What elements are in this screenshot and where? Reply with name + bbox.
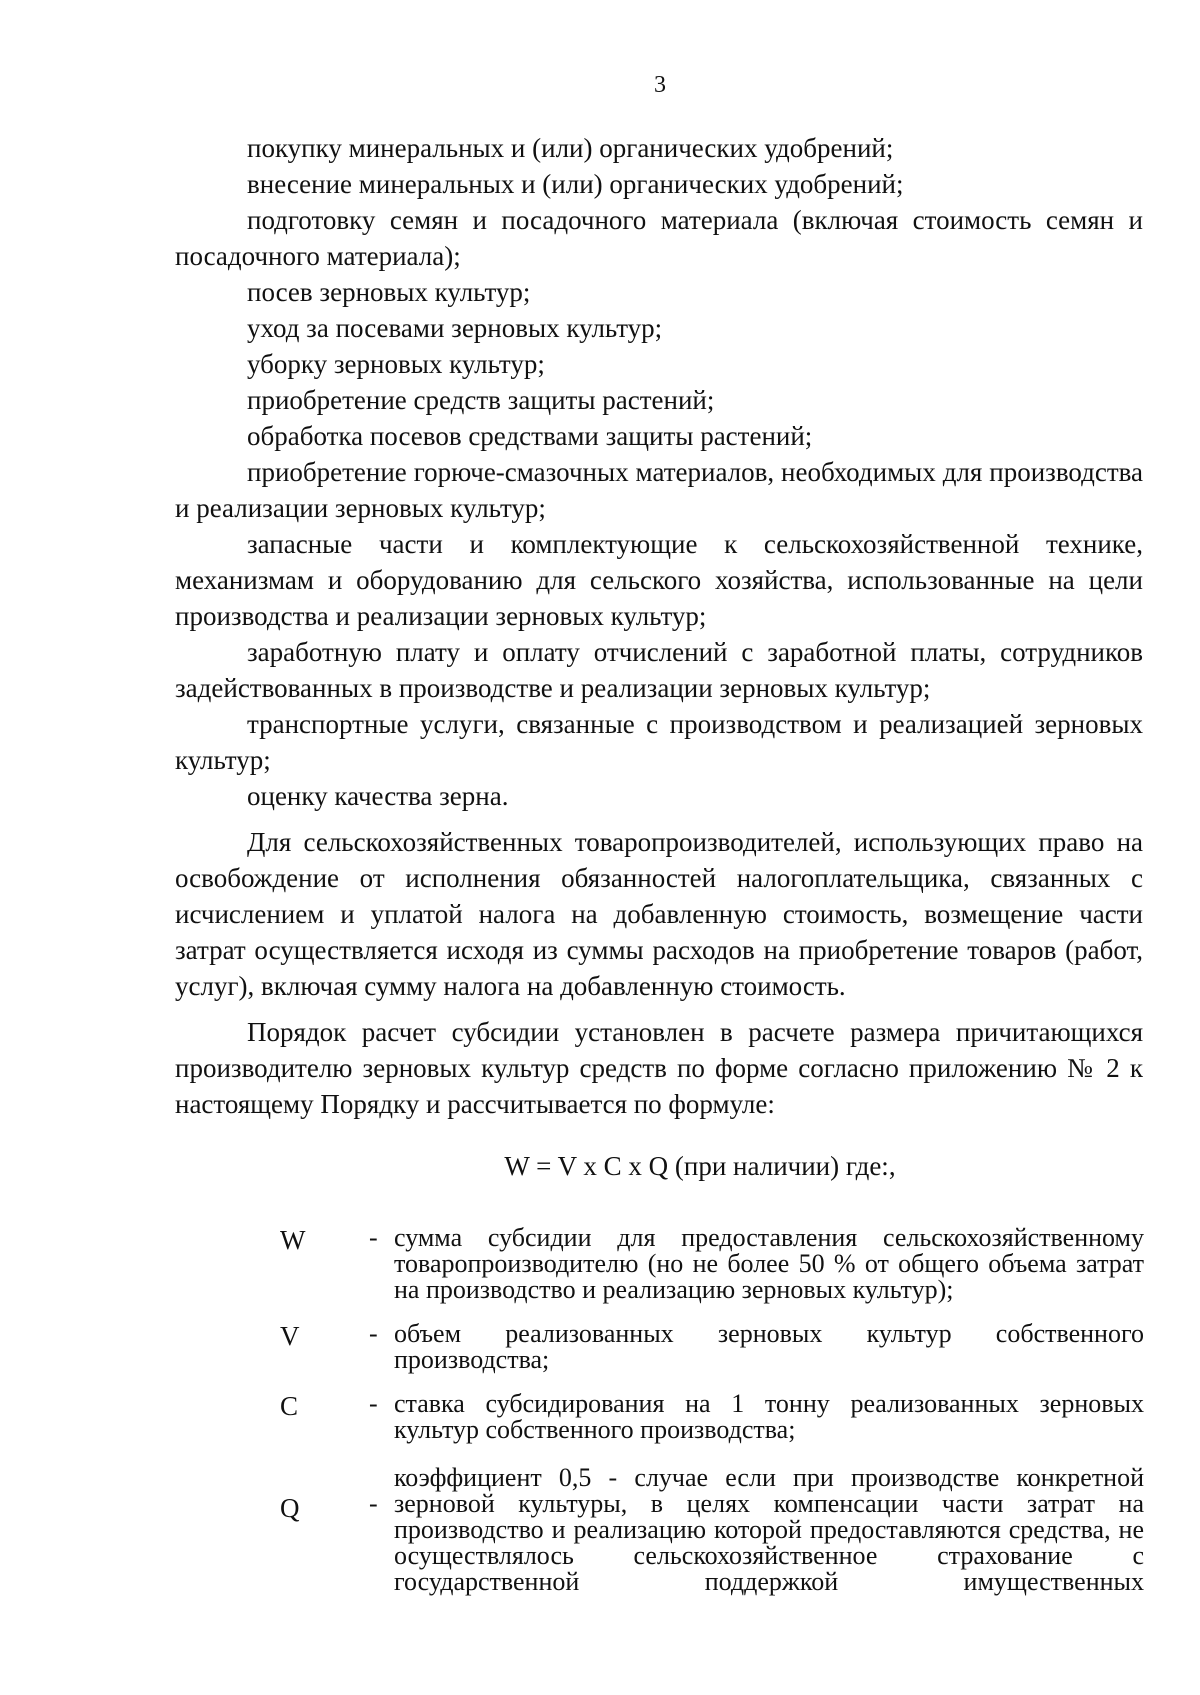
definition-text: ставка субсидирования на 1 тонну реализованных зерновых культур собственного производства; bbox=[394, 1389, 1144, 1444]
paragraph: приобретение горюче-смазочных материалов, необходимых для производства и реализации зерновых культур; bbox=[175, 457, 1143, 523]
definition-symbol: C bbox=[280, 1391, 299, 1421]
formula: W = V x C x Q (при наличии) где:, bbox=[504, 1151, 896, 1181]
paragraph: оценку качества зерна. bbox=[247, 781, 509, 811]
definition-dash: - bbox=[369, 1389, 378, 1418]
coefficient-text: случае если при производстве конкретной зерновой культуры, в целях компенсации части затрат на производство и реализацию которой предоставляются средства, не осуществлялось сельскохозяйственное страхование с государственной поддержкой имущественных bbox=[394, 1463, 1145, 1596]
definition-text: объем реализованных зерновых культур собственного производства; bbox=[394, 1319, 1144, 1374]
page-number: 3 bbox=[654, 72, 666, 98]
coefficient-prefix: коэффициент 0,5 - bbox=[394, 1463, 618, 1492]
paragraph: приобретение средств защиты растений; bbox=[247, 385, 715, 415]
definition-text bbox=[394, 1465, 1144, 1595]
definition-text: сумма субсидии для предоставления сельскохозяйственному товаропроизводителю (но не более 50 % от общего объема затрат на производство и реализацию зерновых культур); bbox=[394, 1223, 1144, 1304]
paragraph: подготовку семян и посадочного материала (включая стоимость семян и посадочного материала); bbox=[175, 205, 1143, 271]
definition-dash: - bbox=[369, 1223, 378, 1252]
paragraph: Порядок расчет субсидии установлен в расчете размера причитающихся производителю зерновых культур средств по форме согласно приложению № 2 к настоящему Порядку и рассчитывается по формуле: bbox=[175, 1017, 1143, 1119]
paragraph: уход за посевами зерновых культур; bbox=[247, 313, 663, 343]
definition-symbol: V bbox=[280, 1321, 300, 1351]
paragraph: заработную плату и оплату отчислений с заработной платы, сотрудников задействованных в производстве и реализации зерновых культур; bbox=[175, 637, 1143, 703]
definition-dash: - bbox=[369, 1489, 378, 1518]
paragraph: обработка посевов средствами защиты растений; bbox=[247, 421, 813, 451]
paragraph: уборку зерновых культур; bbox=[247, 349, 545, 379]
paragraph: посев зерновых культур; bbox=[247, 277, 531, 307]
definition-symbol: W bbox=[280, 1225, 306, 1255]
definition-dash: - bbox=[369, 1319, 378, 1348]
paragraph: покупку минеральных и (или) органических удобрений; bbox=[247, 133, 894, 163]
paragraph: внесение минеральных и (или) органических удобрений; bbox=[247, 169, 904, 199]
definition-symbol: Q bbox=[280, 1493, 300, 1523]
paragraph: транспортные услуги, связанные с производством и реализацией зерновых культур; bbox=[175, 709, 1143, 775]
paragraph: запасные части и комплектующие к сельскохозяйственной технике, механизмам и оборудованию для сельского хозяйства, использованные на цели производства и реализации зерновых культур; bbox=[175, 529, 1143, 631]
paragraph: Для сельскохозяйственных товаропроизводителей, использующих право на освобождение от исполнения обязанностей налогоплательщика, связанных с исчислением и уплатой налога на добавленную стоимость, возмещение части затрат осуществляется исходя из суммы расходов на приобретение товаров (работ, услуг), включая сумму налога на добавленную стоимость. bbox=[175, 827, 1143, 1001]
body-text bbox=[175, 130, 1143, 1122]
